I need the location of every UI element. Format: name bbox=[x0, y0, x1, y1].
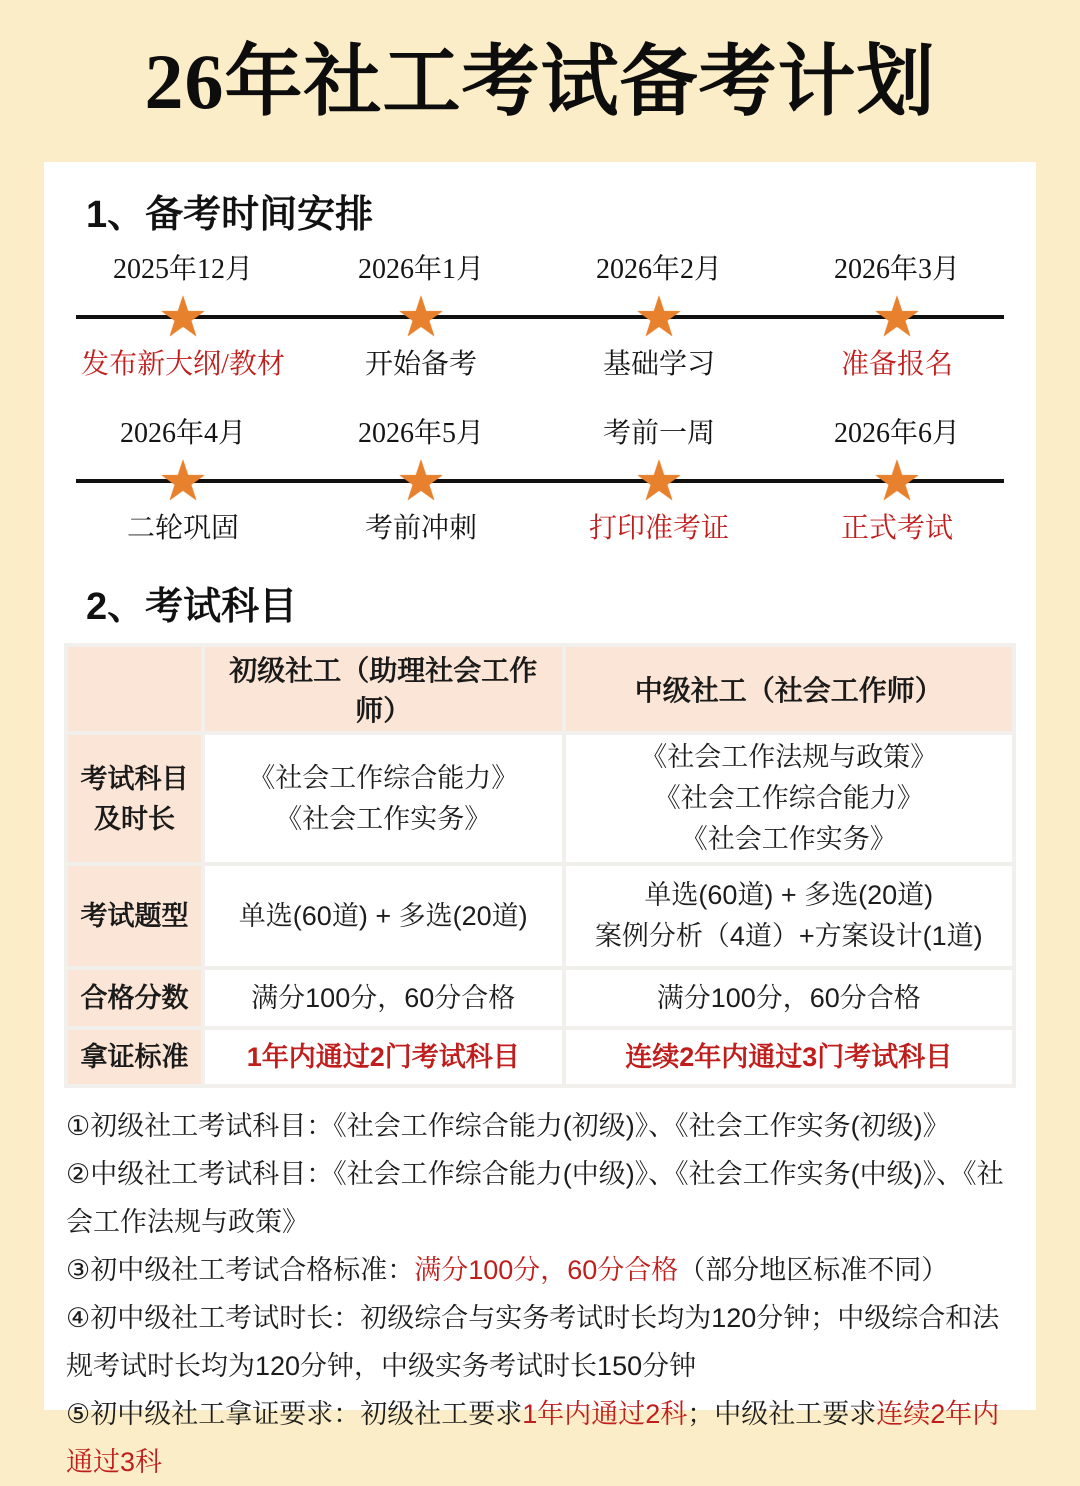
note-4: ④初中级社工考试时长：初级综合与实务考试时长均为120分钟；中级综合和法规考试时长均为120分钟，中级实务考试时长150分钟 bbox=[66, 1303, 1000, 1381]
milestone-label: 打印准考证 bbox=[588, 513, 729, 544]
table-row-pass-score bbox=[68, 970, 1012, 1026]
star-icon: ★ bbox=[633, 449, 685, 512]
timeline-milestone bbox=[302, 415, 540, 549]
timeline-milestone bbox=[540, 415, 778, 549]
milestone-date: 2026年3月 bbox=[833, 254, 960, 285]
timeline-milestone bbox=[778, 251, 1016, 385]
cell-junior-cert: 1年内通过2门考试科目 bbox=[205, 1030, 562, 1084]
cell-junior-subjects: 《社会工作综合能力》 《社会工作实务》 bbox=[205, 735, 562, 862]
cell-junior-score: 满分100分，60分合格 bbox=[205, 970, 562, 1026]
section-heading-timeline: 1、备考时间安排 bbox=[86, 194, 374, 236]
milestone-label: 考前冲刺 bbox=[364, 513, 477, 544]
milestone-label: 发布新大纲/教材 bbox=[81, 349, 285, 380]
note-1: ①初级社工考试科目：《社会工作综合能力(初级)》、《社会工作实务(初级)》 bbox=[66, 1111, 950, 1141]
table-header-row bbox=[68, 647, 1012, 731]
column-header-junior: 初级社工（助理社会工作师） bbox=[205, 647, 562, 731]
row-label: 考试题型 bbox=[68, 866, 201, 966]
timeline-row-1 bbox=[64, 251, 1016, 385]
star-icon: ★ bbox=[395, 285, 447, 348]
footnotes bbox=[66, 1102, 1014, 1486]
star-icon: ★ bbox=[871, 285, 923, 348]
table-row-certificate-standard bbox=[68, 1030, 1012, 1084]
section-heading-subjects: 2、考试科目 bbox=[86, 586, 298, 628]
cell-middle-cert: 连续2年内通过3门考试科目 bbox=[566, 1030, 1012, 1084]
milestone-date: 2026年4月 bbox=[119, 418, 246, 449]
page-title: 26年社工考试备考计划 bbox=[144, 38, 936, 125]
milestone-label: 开始备考 bbox=[364, 349, 477, 380]
timeline-milestone bbox=[302, 251, 540, 385]
star-icon: ★ bbox=[157, 285, 209, 348]
column-header-middle: 中级社工（社会工作师） bbox=[566, 647, 1012, 731]
note-2: ②中级社工考试科目：《社会工作综合能力(中级)》、《社会工作实务(中级)》、《社会工作法规与政策》 bbox=[66, 1159, 1004, 1237]
star-icon: ★ bbox=[633, 285, 685, 348]
milestone-label: 正式考试 bbox=[840, 513, 953, 544]
cell-junior-types: 单选(60道) + 多选(20道) bbox=[205, 866, 562, 966]
note-5: ⑤初中级社工拿证要求：初级社工要求1年内通过2科；中级社工要求连续2年内通过3科 bbox=[66, 1399, 1000, 1477]
table-corner-cell bbox=[68, 647, 201, 731]
milestone-date: 2026年6月 bbox=[833, 418, 960, 449]
cell-middle-types: 单选(60道) + 多选(20道) 案例分析（4道）+方案设计(1道) bbox=[566, 866, 1012, 966]
table-row-question-types bbox=[68, 866, 1012, 966]
content-panel bbox=[44, 162, 1036, 1477]
row-label: 拿证标准 bbox=[68, 1030, 201, 1084]
timeline-milestone bbox=[778, 415, 1016, 549]
milestone-date: 2026年2月 bbox=[595, 254, 722, 285]
star-icon: ★ bbox=[871, 449, 923, 512]
milestone-date: 2026年5月 bbox=[357, 418, 484, 449]
milestone-date: 2026年1月 bbox=[357, 254, 484, 285]
row-label: 合格分数 bbox=[68, 970, 201, 1026]
note-3: ③初中级社工考试合格标准：满分100分，60分合格（部分地区标准不同） bbox=[66, 1255, 949, 1285]
star-icon: ★ bbox=[395, 449, 447, 512]
milestone-date: 考前一周 bbox=[602, 418, 715, 449]
timeline-row-2 bbox=[64, 415, 1016, 549]
cell-middle-subjects: 《社会工作法规与政策》 《社会工作综合能力》 《社会工作实务》 bbox=[566, 735, 1012, 862]
milestone-label: 二轮巩固 bbox=[126, 513, 239, 544]
timeline-milestone bbox=[64, 415, 302, 549]
row-label: 考试科目 及时长 bbox=[68, 735, 201, 862]
timeline-milestone bbox=[540, 251, 778, 385]
timeline-milestone bbox=[64, 251, 302, 385]
milestone-label: 基础学习 bbox=[602, 349, 715, 380]
exam-subjects-table bbox=[64, 643, 1016, 1088]
star-icon: ★ bbox=[157, 449, 209, 512]
cell-middle-score: 满分100分，60分合格 bbox=[566, 970, 1012, 1026]
milestone-date: 2025年12月 bbox=[112, 254, 253, 285]
milestone-label: 准备报名 bbox=[840, 349, 953, 380]
table-row-subjects bbox=[68, 735, 1012, 862]
